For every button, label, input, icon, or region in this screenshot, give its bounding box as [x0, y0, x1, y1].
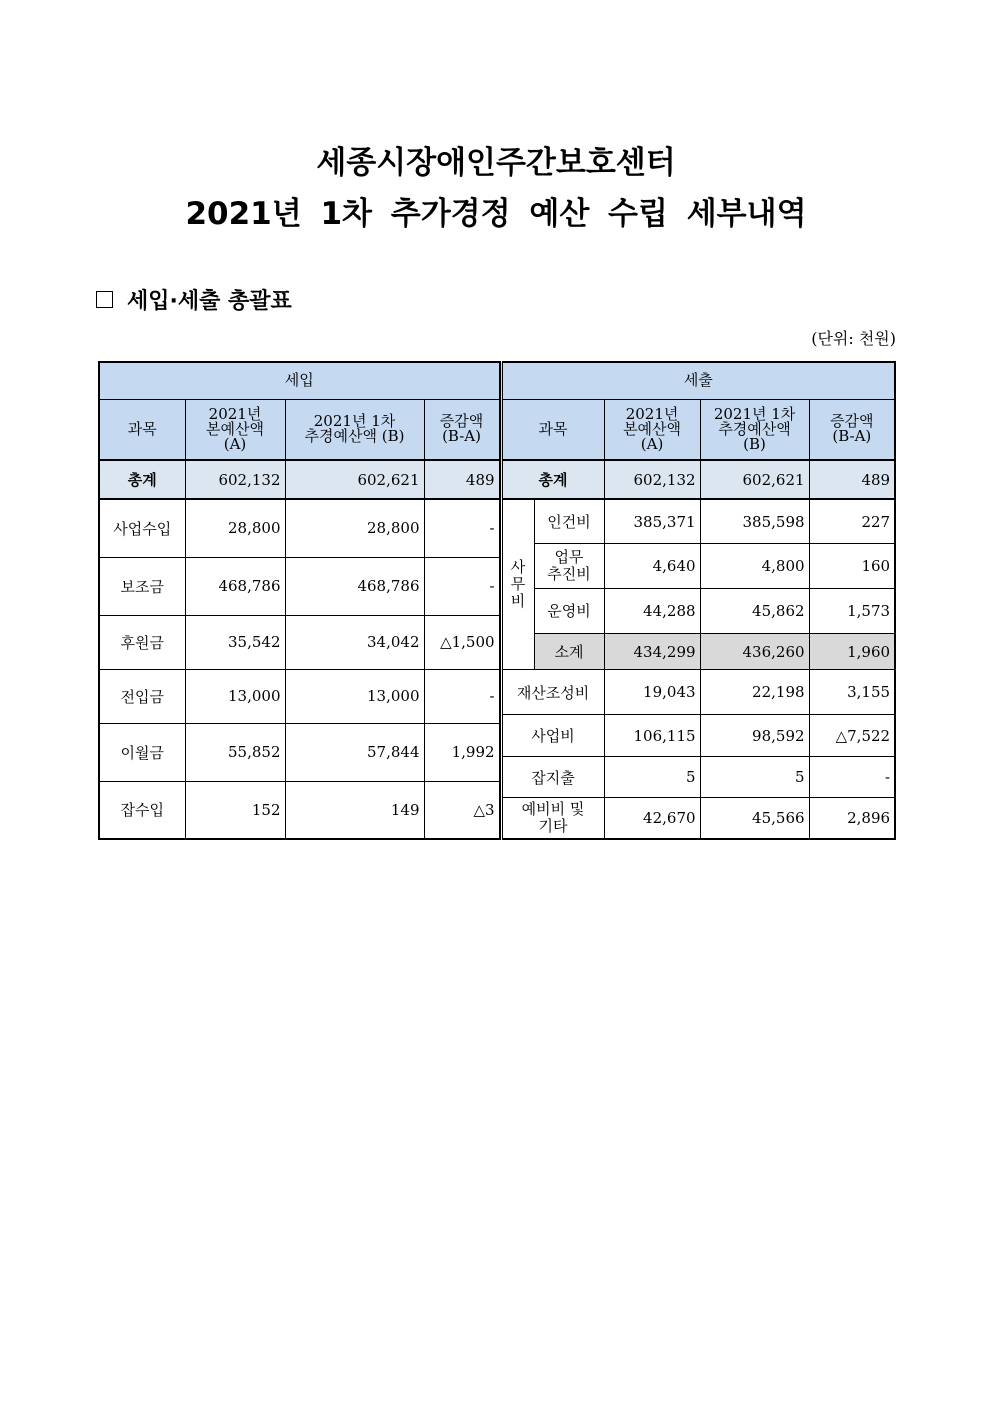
income-col-revised: 2021년 1차 추경예산액 (B) [285, 399, 424, 460]
expense-group-row-b: 385,598 [700, 499, 809, 543]
income-row-diff: △1,500 [424, 615, 499, 669]
income-row-a: 55,852 [185, 723, 285, 781]
expense-row-b: 45,566 [700, 798, 809, 839]
expense-group-row-a: 4,640 [604, 543, 700, 588]
table-row [501, 670, 895, 715]
income-row-label: 이월금 [99, 723, 185, 781]
income-row-b: 34,042 [285, 615, 424, 669]
expense-row-diff: - [809, 757, 895, 798]
income-header: 세입 [99, 362, 499, 399]
income-row-a: 35,542 [185, 615, 285, 669]
expense-col-diff: 증감액 (B-A) [809, 399, 895, 460]
table-row [99, 615, 499, 669]
income-row-a: 468,786 [185, 557, 285, 615]
expense-total-b: 602,621 [700, 460, 809, 499]
expense-row-diff: 2,896 [809, 798, 895, 839]
expense-row-b: 98,592 [700, 715, 809, 757]
table-row [501, 588, 895, 633]
income-row-diff: - [424, 557, 499, 615]
income-row-b: 28,800 [285, 499, 424, 557]
expense-row-diff: △7,522 [809, 715, 895, 757]
expense-row-b: 5 [700, 757, 809, 798]
expense-subtotal-b: 436,260 [700, 634, 809, 670]
table-row [99, 723, 499, 781]
expense-group-label: 사 무 비 [501, 499, 534, 669]
income-row-label: 후원금 [99, 615, 185, 669]
table-row [99, 669, 499, 723]
expense-group-row-diff: 1,573 [809, 588, 895, 633]
income-total-a: 602,132 [185, 460, 285, 499]
income-row-b: 13,000 [285, 669, 424, 723]
document-title-line1: 세종시장애인주간보호센터 [316, 145, 676, 181]
income-row-label: 사업수입 [99, 499, 185, 557]
table-row [501, 757, 895, 798]
expense-row-a: 106,115 [604, 715, 700, 757]
expense-row-a: 42,670 [604, 798, 700, 839]
expense-group-row-b: 4,800 [700, 543, 809, 588]
summary-table [98, 361, 896, 840]
income-row-label: 잡수입 [99, 781, 185, 839]
expense-total-a: 602,132 [604, 460, 700, 499]
expense-group-row-label: 인건비 [534, 499, 604, 543]
income-row-label: 전입금 [99, 669, 185, 723]
income-total-label: 총계 [99, 460, 185, 499]
income-row-diff: - [424, 499, 499, 557]
income-row-label: 보조금 [99, 557, 185, 615]
expense-row-a: 5 [604, 757, 700, 798]
expense-subtotal-a: 434,299 [604, 634, 700, 670]
income-row-a: 152 [185, 781, 285, 839]
table-row [99, 781, 499, 839]
expense-header: 세출 [501, 362, 895, 399]
unit-note: (단위: 천원) [811, 329, 896, 348]
table-row [501, 499, 895, 543]
section-heading [96, 284, 292, 315]
expense-group-row-a: 44,288 [604, 588, 700, 633]
expense-group-row-diff: 160 [809, 543, 895, 588]
income-row-diff: - [424, 669, 499, 723]
income-col-original: 2021년 본예산액 (A) [185, 399, 285, 460]
income-total-b: 602,621 [285, 460, 424, 499]
document-title-line2: 2021년 1차 추가경정 예산 수립 세부내역 [185, 196, 807, 232]
income-total-diff: 489 [424, 460, 499, 499]
expense-total-diff: 489 [809, 460, 895, 499]
income-row-b: 468,786 [285, 557, 424, 615]
expense-group-row-label: 운영비 [534, 588, 604, 633]
expense-row-diff: 3,155 [809, 670, 895, 715]
table-row [99, 499, 499, 557]
expense-row-label: 재산조성비 [501, 670, 604, 715]
income-col-subject: 과목 [99, 399, 185, 460]
expense-row-label: 잡지출 [501, 757, 604, 798]
expense-group-row-label: 업무 추진비 [534, 543, 604, 588]
expense-group-row-diff: 227 [809, 499, 895, 543]
income-row-b: 149 [285, 781, 424, 839]
table-row [99, 557, 499, 615]
income-row-a: 13,000 [185, 669, 285, 723]
expense-col-subject: 과목 [501, 399, 604, 460]
table-row [501, 715, 895, 757]
income-table [98, 361, 500, 840]
expense-group-row-a: 385,371 [604, 499, 700, 543]
expense-col-revised: 2021년 1차 추경예산액 (B) [700, 399, 809, 460]
expense-row-label: 사업비 [501, 715, 604, 757]
income-col-diff: 증감액 (B-A) [424, 399, 499, 460]
expense-row-b: 22,198 [700, 670, 809, 715]
expense-total-label: 총계 [501, 460, 604, 499]
expense-col-original: 2021년 본예산액 (A) [604, 399, 700, 460]
checkbox-square-icon [96, 291, 113, 308]
income-row-b: 57,844 [285, 723, 424, 781]
income-row-diff: △3 [424, 781, 499, 839]
table-row [501, 798, 895, 839]
income-row-diff: 1,992 [424, 723, 499, 781]
expense-row-a: 19,043 [604, 670, 700, 715]
expense-table [500, 361, 897, 840]
section-title: 세입·세출 총괄표 [127, 289, 292, 314]
expense-group-row-b: 45,862 [700, 588, 809, 633]
table-row [501, 543, 895, 588]
expense-subtotal-label: 소계 [534, 634, 604, 670]
income-row-a: 28,800 [185, 499, 285, 557]
expense-subtotal-diff: 1,960 [809, 634, 895, 670]
table-row [501, 634, 895, 670]
expense-row-label: 예비비 및 기타 [501, 798, 604, 839]
